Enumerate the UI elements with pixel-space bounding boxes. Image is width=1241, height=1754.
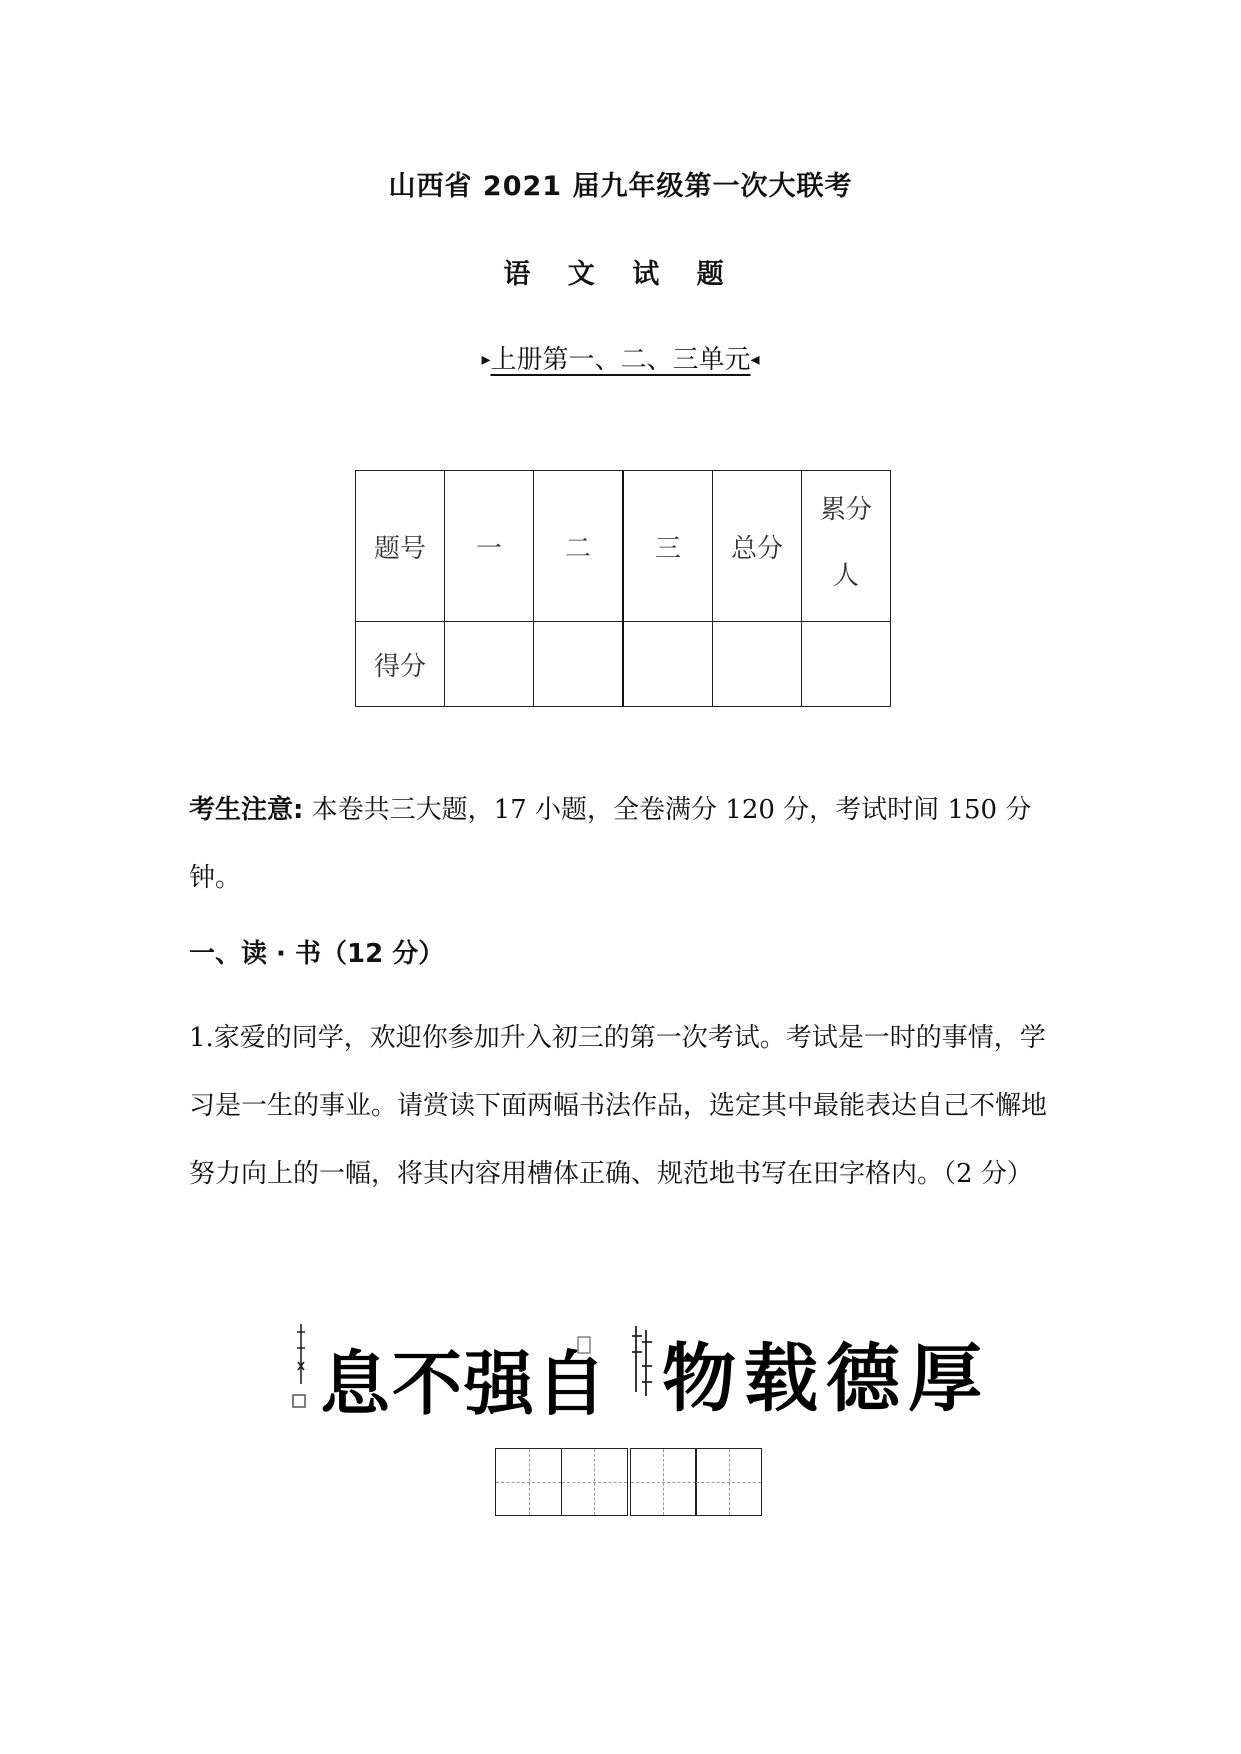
left-seal-icon <box>577 1336 591 1354</box>
score-input-cell[interactable] <box>534 622 624 707</box>
notice-label: 考生注意: <box>189 795 304 825</box>
notice-text: 本卷共三大题，17 小题，全卷满分 120 分，考试时间 150 分钟。 <box>189 795 1032 893</box>
score-header-cell: 题号 <box>356 471 445 622</box>
score-row-label: 得分 <box>356 622 445 707</box>
writing-cell[interactable] <box>695 1448 762 1516</box>
scope-line <box>0 339 1241 376</box>
writing-cell[interactable] <box>561 1448 628 1516</box>
score-input-cell[interactable] <box>713 622 802 707</box>
score-input-cell[interactable] <box>623 622 713 707</box>
inkbrush-icon <box>294 1322 308 1412</box>
scorer-label-line2: 人 <box>832 561 859 591</box>
exam-notice <box>189 776 1059 912</box>
writing-cell[interactable] <box>630 1448 697 1516</box>
right-signature-icon <box>628 1322 658 1402</box>
scorer-label-line1: 累分 <box>819 495 872 525</box>
right-marker-icon: ◂ <box>750 349 760 370</box>
left-marker-icon: ▸ <box>481 349 491 370</box>
score-header-cell: 二 <box>534 471 624 622</box>
score-input-cell[interactable] <box>802 622 891 707</box>
writing-cell[interactable] <box>495 1448 562 1516</box>
writing-grid <box>495 1448 762 1516</box>
calligraphy-left-text: 自强不息 <box>320 1342 608 1425</box>
exam-title: 山西省 2021 届九年级第一次大联考 <box>388 171 853 202</box>
section-heading: 一、读 · 书（12 分） <box>189 939 445 969</box>
score-table <box>355 470 891 707</box>
score-header-cell: 一 <box>445 471 534 622</box>
score-header-cell: 总分 <box>713 471 802 622</box>
score-header-cell: 三 <box>623 471 713 622</box>
question-1: 1.家爱的同学，欢迎你参加升入初三的第一次考试。考试是一时的事情，学习是一生的事业。请赏读下面两幅书法作品，选定其中最能表达自己不懈地努力向上的一幅，将其内容用槽体正确、规范地书写在田字格内。（2 分） <box>189 1023 1048 1189</box>
score-header-cell <box>802 471 891 622</box>
score-input-cell[interactable] <box>445 622 534 707</box>
scope-text: 上册第一、二、三单元 <box>490 345 751 375</box>
calligraphy-right-text: 厚德载物 <box>662 1336 990 1422</box>
subject-title: 语 文 试 题 <box>503 259 738 290</box>
